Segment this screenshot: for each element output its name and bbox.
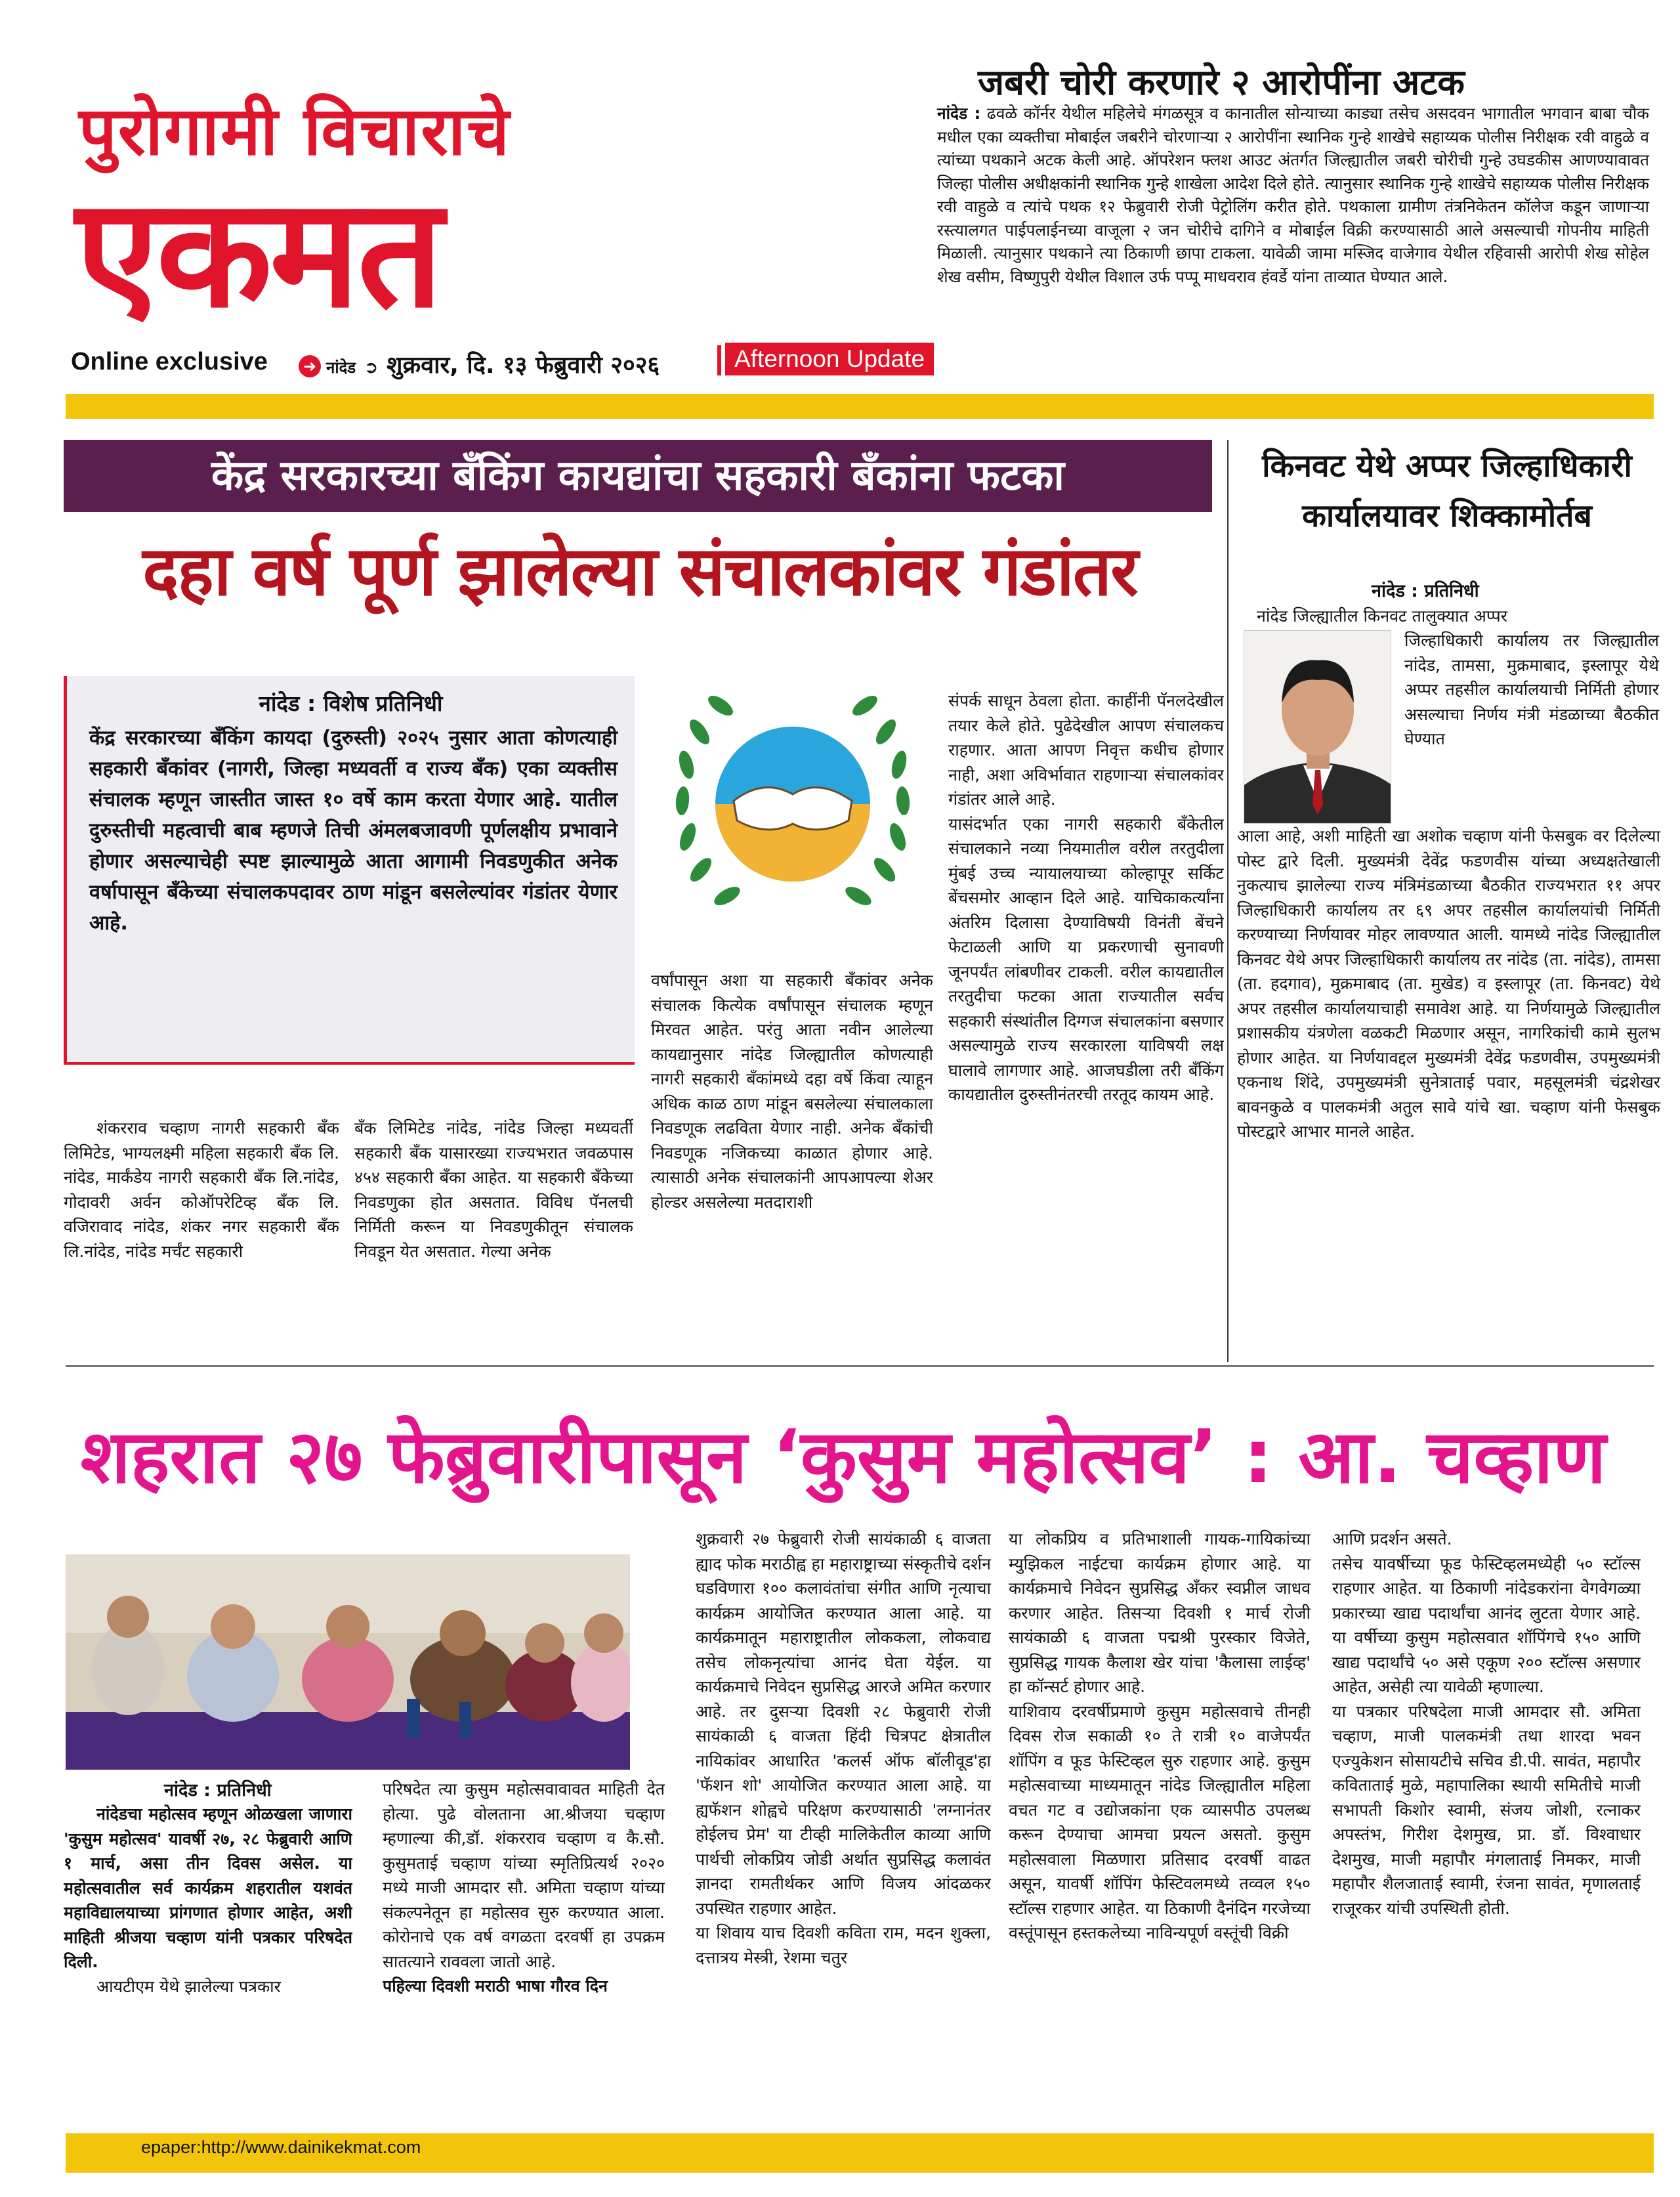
story-kusum-col4-text: या लोकप्रिय व प्रतिभाशाली गायक-गायिकांच्या म्युझिकल नाईटचा कार्यक्रम होणार आहे. या कार्यक्रमाचे निवेदन सुप्रसिद्ध अँकर स्वप्नील जाधव करणार आहेत. तिसऱ्या दिवशी १ मार्च रोजी सायंकाळी ६ वाजता पद्मश्री पुरस्कार विजेते, सुप्रसिद्ध गायक कैलाश खेर यांचा 'कैलासा लाईव्ह' हा कॉन्सर्ट होणार आहे. याशिवाय दरवर्षीप्रमाणे कुसुम महोत्सवाचे तीनही दिवस रोज सकाळी १० ते रात्री १० वाजेपर्यंत शॉपिंग व फूड फेस्टिव्हल सुरु राहणार आहे. कुसुम महोत्सवाच्या माध्यमातून नांदेड जिल्ह्यातील महिला वचत गट व उद्योजकांना एक व्यासपीठ उपलब्ध करून देण्याचा आमचा प्रयत्न असतो. कुसुम महोत्सवाला मिळणारा प्रतिसाद दरवर्षी वाढत असून, यावर्षी शॉपिंग फेस्टिवलमध्ये तव्वल १५० स्टॉल्स राहणार आहेत. या ठिकाणी दैनंदिन गरजेच्या वस्तूंपासून हस्तकलेच्या नाविन्यपूर्ण वस्तूंची विक्री [1009,1529,1311,1942]
issue-place: नांदेड [326,358,356,377]
story-theft-dateline: नांदेड : [937,104,981,123]
issue-dateline [299,348,660,380]
story-banking-col1 [64,1116,339,1264]
story-banking-col1-text: शंकरराव चव्हाण नागरी सहकारी बँक लिमिटेड, भाग्यलक्ष्मी महिला सहकारी बँक लि. नांदेड, मार्कंडेय नागरी सहकारी बँक लि.नांदेड, गोदावरी अर्वन कोऑपरेटिव्ह बँक लि. वजिरावाद नांदेड, शंकर नगर सहकारी बँक लि.नांदेड, नांदेड मर्चंट सहकारी [64,1119,339,1261]
story-banking-col3-text: वर्षांपासून अशा या सहकारी बँकांवर अनेक संचालक कित्येक वर्षांपासून संचालक म्हणून मिरवत आहेत. परंतु आता नवीन आलेल्या कायद्यानुसार नांदेड जिल्ह्यातील कोणत्याही नागरी सहकारी बँकांमध्ये दहा वर्षे किंवा त्याहून अधिक काळ ठाण मांडून बसलेल्या संचालकाला निवडणूक लढविता येणार नाही. अनेक बँकांची निवडणूक नजिकच्या काळात होणार आहे. त्यासाठी अनेक संचालकांनी आपआपल्या शेअर होल्डर असलेल्या मतदाराशी [651,971,933,1212]
story-kinwat-body-text: आला आहे, अशी माहिती खा अशोक चव्हाण यांनी फेसबुक वर दिलेल्या पोस्ट द्वारे दिली. मुख्यमंत्री देवेंद्र फडणवीस यांच्या अध्यक्षतेखाली नुकत्याच झालेल्या राज्य मंत्रिमंडळाच्या बैठकीत राज्यभरात ११ अपर जिल्हाधिकारी कार्यालय तर ६९ अपर तहसील कार्यालयांची निर्मिती करण्याच्या निर्णयावर मोहर लावण्यात आली. यामध्ये नांदेड जिल्ह्यातील किनवट येथे अपर जिल्हाधिकारी कार्यालय तर नांदेड (ता. नांदेड), तामसा (ता. हदगाव), मुक्रमाबाद (ता. मुखेड) व इस्लापूर (ता. किनवट) येथे अपर तहसील कार्यालयाचाही समावेश आहे. या निर्णयामुळे जिल्ह्यातील प्रशासकीय यंत्रणेला वळकटी मिळणार असून, नागरिकांची कामे सुलभ होणार आहेत. या निर्णयावद्दल मुख्यमंत्री देवेंद्र फडणवीस, उपमुख्यमंत्री एकनाथ शिंदे, उपमुख्यमंत्री सुनेत्राताई पवार, महसूलमंत्री चंद्रशेखर बावनकुळे व पालकमंत्री अतुल सावे यांचे खा. चव्हाण यांनी फेसबुक पोस्टद्वारे आभार मानले आहेत. [1237,826,1660,1141]
story-banking-headline: दहा वर्ष पूर्ण झालेल्या संचालकांवर गंडांतर [142,530,1137,611]
story-kusum-subhead: पहिल्या दिवशी मराठी भाषा गौरव दिन [383,1976,608,1995]
edition-badge: Afternoon Update [725,343,934,375]
story-kusum-col2-text: परिषदेत त्या कुसुम महोत्सवावावत माहिती देत होत्या. पुढे वोलताना आ.श्रीजया चव्हाण म्हणाल्या की,डॉ. शंकरराव चव्हाण व कै.सौ. कुसुमताई चव्हाण यांच्या स्मृतिप्रित्यर्थ २०२० मध्ये माजी आमदार सौ. अमिता चव्हाण यांच्या संकल्पनेतून हा महोत्सव सुरु करण्यात आला. कोरोनाचे एक वर्ष वगळता दरवर्षी हा उपक्रम सातत्याने राववला जातो आहे. [383,1780,665,1971]
story-banking-byline: नांदेड : विशेष प्रतिनिधी [259,691,443,716]
story-kusum-col5 [1332,1514,1641,1933]
story-kusum-col1-tail: आयटीएम येथे झालेल्या पत्रकार [96,1976,281,1996]
story-kusum-col1 [64,1802,352,1999]
column-rule [1227,440,1228,1362]
story-kinwat-intro-text: नांदेड जिल्ह्यातील किनवट तालुक्यात अप्पर [1257,607,1507,626]
section-rule [66,1365,1654,1367]
story-kinwat-headline: किनवट येथे अप्पर जिल्हाधिकारी कार्यालयावर शिक्कामोर्तब [1262,448,1632,534]
story-banking-col4 [948,676,1224,1120]
masthead-tagline: पुरोगामी विचाराचे [79,92,511,171]
story-banking-col2-text: बँक लिमिटेड नांदेड, नांदेड जिल्हा मध्यवर्ती सहकारी बँक यासारख्या राज्यभरात जवळपास ४५४ सहकारी बँका आहेत. या सहकारी बँकेच्या निवडणुका होत असतात. विविध पॅनलची निर्मिती करून या निवडणुकीतून संचालक निवडून येत असतात. गेल्या अनेक [354,1119,633,1261]
ashok-chavan-photo [1244,630,1391,824]
masthead-title: एकमत [75,164,441,341]
story-banking-lead-box [64,676,635,1065]
story-kusum-byline [164,1777,272,1801]
story-kinwat-byline: नांदेड : प्रतिनिधी [1372,581,1479,601]
story-banking-kicker: केंद्र सरकारच्या बँकिंग कायद्यांचा सहकारी बँकांना फटका [64,440,1212,512]
story-kusum-byline-text: नांदेड : प्रतिनिधी [164,1780,272,1801]
story-kinwat-body [1237,824,1660,1144]
story-theft-body [937,102,1649,288]
story-kinwat-beside [1404,628,1659,752]
story-theft-headline: जबरी चोरी करणारे २ आरोपींना अटक [978,62,1465,103]
story-banking-col4-text: संपर्क साधून ठेवला होता. काहींनी पॅनलदेखील तयार केले होते. पुढेदेखील आपण संचालकच राहणार. आता आपण निवृत्त कधीच होणार नाही, अशा अविर्भावात राहणाऱ्या संचालकांवर गंडांतर आले आहे. यासंदर्भात एका नागरी सहकारी बँकेतील संचालकाने नव्या नियमातील वरील तरतुदीला मुंबई उच्च न्यायालयाच्या कोल्हापूर सर्किट बेंचसमोर आव्हान दिले आहे. याचिकाकर्त्यांना अंतरिम दिलासा देण्याविषयी विनंती बेंचने फेटाळली आणि या प्रकरणाची सुनावणी जूनपर्यंत लांबणीवर टाकली. वरील कायद्यातील तरतुदीचा फटका आता राज्यातील सर्वच सहकारी संस्थांतील दिग्गज संचालकांना बसणार असल्यामुळे राज्य सरकारला याविषयी लक्ष घालावे लागणार आहे. आजघडीला तरी बँकिंग कायद्यातील दुरुस्तीनंतरची तरतूद कायम आहे. [948,691,1224,1104]
story-kusum-col2 [383,1777,665,1999]
online-exclusive-label: Online exclusive [71,348,268,375]
story-banking-col3 [651,968,933,1214]
story-banking-col2 [354,1116,633,1264]
story-kusum-col3 [696,1514,991,1982]
yellow-divider-top [66,394,1654,419]
issue-date: शुक्रवार, दि. १३ फेब्रुवारी २०२६ [387,352,660,379]
epaper-link[interactable]: epaper:http://www.dainikekmat.com [141,2137,421,2157]
story-kinwat-intro [1257,604,1657,629]
press-conference-photo [66,1554,630,1770]
cooperative-handshake-logo [655,673,931,935]
story-kinwat-beside-text: जिल्हाधिकारी कार्यालय तर जिल्ह्यातील नांदेड, तामसा, मुक्रमाबाद, इस्लापूर येथे अप्पर तहसील कार्यालयाची निर्मिती होणार असल्याचा निर्णय मंत्री मंडळाच्या बैठकीत घेण्यात [1404,631,1659,748]
story-banking-lead: केंद्र सरकारच्या बँकिंग कायदा (दुरुस्ती) २०२५ नुसार आता कोणत्याही सहकारी बँकांवर (नागरी, जिल्हा मध्यवर्ती व राज्य बँक) एका व्यक्तीस संचालक म्हणून जास्तीत जास्त १० वर्षे काम करता येणार आहे. यातील दुरुस्तीची महत्वाची बाब म्हणजे तिची अंमलबजावणी पूर्णलक्षीय प्रभावाने होणार असल्याचेही स्पष्ट झाल्यामुळे आता आगामी निवडणुकीत अनेक वर्षापासून बँकेच्या संचालकपदावर ठाण मांडून बसलेल्यांवर गंडांतर येणार आहे. [89,727,618,935]
arrow-icon: ➲ [364,358,379,377]
story-kusum-col4 [1009,1514,1311,1958]
story-kusum-col3-text: शुक्रवारी २७ फेब्रुवारी रोजी सायंकाळी ६ वाजता ह्याद फोक मराठीह्व हा महाराष्ट्राच्या संस्कृतीचे दर्शन घडविणारा १०० कलावंतांचा संगीत आणि नृत्याचा कार्यक्रम आयोजित करण्यात आला आहे. या कार्यक्रमातून महाराष्ट्रातील लोककला, लोकवाद्य तसेच लोकनृत्यांचा आनंद घेता येईल. या कार्यक्रमाचे निवेदन सुप्रसिद्ध आरजे अमित करणार आहे. तर दुसऱ्या दिवशी २८ फेब्रुवारी रोजी सायंकाळी ६ वाजता हिंदी चित्रपट क्षेत्रातील नायिकांवर आधारित 'कलर्स ऑफ बॉलीवूड'हा 'फॅशन शो' आयोजित करण्यात आला आहे. या ह्यफॅशन शोह्वचे परिक्षण करण्यासाठी 'लग्नानंतर होईलच प्रेम' या टीव्ही मालिकेतील काव्या आणि पार्थची लोकप्रिय जोडी अर्थात सुप्रसिद्ध कलावंत ज्ञानदा रामतीर्थकर आणि विजय आंदळकर उपस्थित राहणार आहेत. या शिवाय याच दिवशी कविता राम, मदन शुक्ला, दत्तात्रय मेस्त्री, रेशमा चतुर [696,1529,991,1967]
story-kusum-lead: नांदेडचा महोत्सव म्हणून ओळखला जाणारा 'कुसुम महोत्सव' यावर्षी २७, २८ फेब्रुवारी आणि १ मार्च, असा तीन दिवस असेल. या महोत्सवातील सर्व कार्यक्रम शहरातील यशवंत महाविद्यालयाच्या प्रांगणात होणार आहेत, अशी माहिती श्रीजया चव्हाण यांनी पत्रकार परिषदेत दिली. [64,1804,352,1971]
story-kusum-col5-text: आणि प्रदर्शन असते. तसेच यावर्षीच्या फूड फेस्टिव्हलमध्येही ५० स्टॉल्स राहणार आहेत. या ठिकाणी नांदेडकरांना वेगवेगळ्या प्रकारच्या खाद्य पदार्थांचा आनंद लुटता येणार आहे. या वर्षीच्या कुसुम महोत्सवात शॉपिंगचे १५० आणि खाद्य पदार्थांचे ५० असे एकूण २०० स्टॉल्स असणार आहेत, असेही त्या यावेळी म्हणाल्या. या पत्रकार परिषदेला माजी आमदार सौ. अमिता चव्हाण, माजी पालकमंत्री तथा शारदा भवन एज्युकेशन सोसायटीचे सचिव डी.पी. सावंत, महापौर कविताताई मुळे, महापालिका स्थायी समितीचे माजी सभापती किशोर स्वामी, संजय जोशी, रत्नाकर अपस्तंभ, गिरीश देशमुख, प्रा. डॉ. विश्वाधार देशमुख, माजी महापौर मंगलाताई निमकर, माजी महापौर शैलजाताई स्वामी, रंजना सावंत, मृणालताई राजूरकर यांची उपस्थिती होती. [1332,1529,1641,1918]
arrow-right-icon: ➜ [299,355,321,377]
story-kusum-headline: शहरात २७ फेब्रुवारीपासून ‘कुसुम महोत्सव’ : आ. चव्हाण [80,1415,1606,1500]
story-theft-text: ढवळे कॉर्नर येथील महिलेचे मंगळसूत्र व कानातील सोन्याच्या काड्या तसेच असदवन भागातील भगवान बाबा चौक मधील एका व्यक्तीचा मोबाईल जबरीने चोरणाऱ्या २ आरोपींना स्थानिक गुन्हे शाखेचे सहाय्यक पोलीस निरीक्षक रवी वाहुळे व त्यांच्या पथकाने अटक केली आहे. ऑपरेशन फ्लश आउट अंतर्गत जिल्ह्यातील जबरी चोरीची गुन्हे उघडकीस आणण्यावावत जिल्हा पोलीस अधीक्षकांनी स्थानिक गुन्हे शाखेला आदेश दिले होते. त्यानुसार स्थानिक गुन्हे शाखेचे सहाय्यक पोलीस निरीक्षक रवी वाहुळे व त्यांचे पथक १२ फेब्रुवारी रोजी पेट्रोलिंग करीत होते. पथकाला ग्रामीण तंत्रनिकेतन कॉलेज कडून जाणाऱ्या रस्त्यालगत पाईपलाईनच्या वाजूला २ जन चोरीचे दागिने व मोबाईल विक्री करण्यासाठी आले असल्याची गोपनीय माहिती मिळाली. त्यानुसार पथकाने त्या ठिकाणी छापा टाकला. यावेळी जामा मस्जिद वाजेगाव येथील रहिवासी आरोपी शेख सोहेल शेख वसीम, विष्णुपुरी येथील विशाल उर्फ पप्पू माधवराव हंवर्डे यांना ताव्यात घेण्यात आले. [937,104,1649,286]
